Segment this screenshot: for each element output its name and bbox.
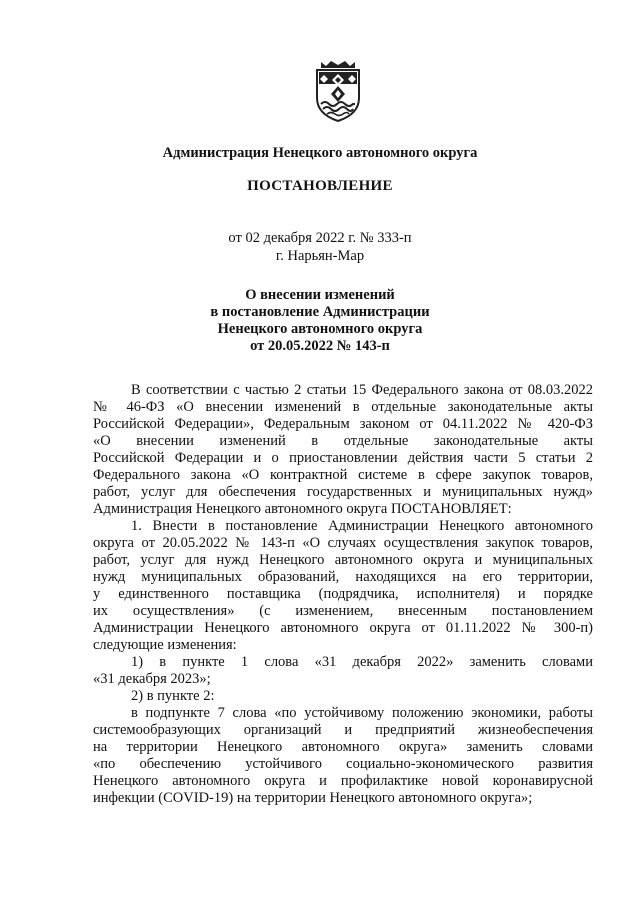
body-line: у единственного поставщика (подрядчика, исполнителя) и порядке bbox=[93, 586, 593, 602]
body-line: Администрация Ненецкого автономного округа ПОСТАНОВЛЯЕТ: bbox=[93, 501, 512, 517]
body-line: «по обеспечению устойчивого социально-экономического развития bbox=[93, 756, 593, 772]
title-line: в постановление Администрации bbox=[210, 304, 430, 320]
body-line: Российской Федерации», Федеральным законом от 04.11.2022 № 420-ФЗ bbox=[93, 416, 593, 432]
body-line: в подпункте 7 слова «по устойчивому положению экономики, работы bbox=[131, 705, 593, 721]
body-line: 1. Внести в постановление Администрации Ненецкого автономного bbox=[131, 518, 593, 534]
body-line: «О внесении изменений в отдельные законодательные акты bbox=[93, 433, 593, 449]
title-line: от 20.05.2022 № 143-п bbox=[250, 338, 390, 354]
body-line: следующие изменения: bbox=[93, 637, 237, 653]
body-line: Ненецкого автономного округа и профилактике новой коронавирусной bbox=[93, 773, 593, 789]
document-title bbox=[0, 287, 640, 355]
body-line: инфекции (COVID-19) на территории Ненецкого автономного округа»; bbox=[93, 790, 533, 806]
body-line: на территории Ненецкого автономного округа» заменить словами bbox=[93, 739, 593, 755]
body-line: нужд муниципальных образований, находящихся на его территории, bbox=[93, 569, 593, 585]
title-line: О внесении изменений bbox=[245, 287, 395, 303]
document-body bbox=[93, 382, 593, 807]
body-line: Федерального закона «О контрактной системе в сфере закупок товаров, bbox=[93, 467, 593, 483]
body-line: № 46-ФЗ «О внесении изменений в отдельные законодательные акты bbox=[93, 399, 593, 415]
document-type: ПОСТАНОВЛЕНИЕ bbox=[247, 178, 393, 194]
document-date-number: от 02 декабря 2022 г. № 333-п bbox=[228, 230, 412, 246]
coat-of-arms-emblem bbox=[313, 58, 363, 124]
body-line: работ, услуг для нужд Ненецкого автономного округа и муниципальных bbox=[93, 552, 593, 568]
body-line: Российской Федерации и о приостановлении действия части 5 статьи 2 bbox=[93, 450, 593, 466]
body-line: системообразующих организаций и предприятий жизнеобеспечения bbox=[93, 722, 593, 738]
body-line: работ, услуг для обеспечения государственных и муниципальных нужд» bbox=[93, 484, 593, 500]
body-line: 1) в пункте 1 слова «31 декабря 2022» заменить словами bbox=[131, 654, 593, 670]
body-line: В соответствии с частью 2 статьи 15 Федерального закона от 08.03.2022 bbox=[131, 382, 593, 398]
body-line: 2) в пункте 2: bbox=[131, 688, 215, 704]
body-line: округа от 20.05.2022 № 143-п «О случаях осуществления закупок товаров, bbox=[93, 535, 593, 551]
body-line: их осуществления» (с изменением, внесенным постановлением bbox=[93, 603, 593, 619]
title-line: Ненецкого автономного округа bbox=[217, 321, 423, 337]
organization-name: Администрация Ненецкого автономного округа bbox=[162, 145, 478, 161]
body-line: Администрации Ненецкого автономного округа от 01.11.2022 № 300-п) bbox=[93, 620, 593, 636]
document-city: г. Нарьян-Мар bbox=[275, 248, 365, 264]
body-line: «31 декабря 2023»; bbox=[93, 671, 211, 687]
